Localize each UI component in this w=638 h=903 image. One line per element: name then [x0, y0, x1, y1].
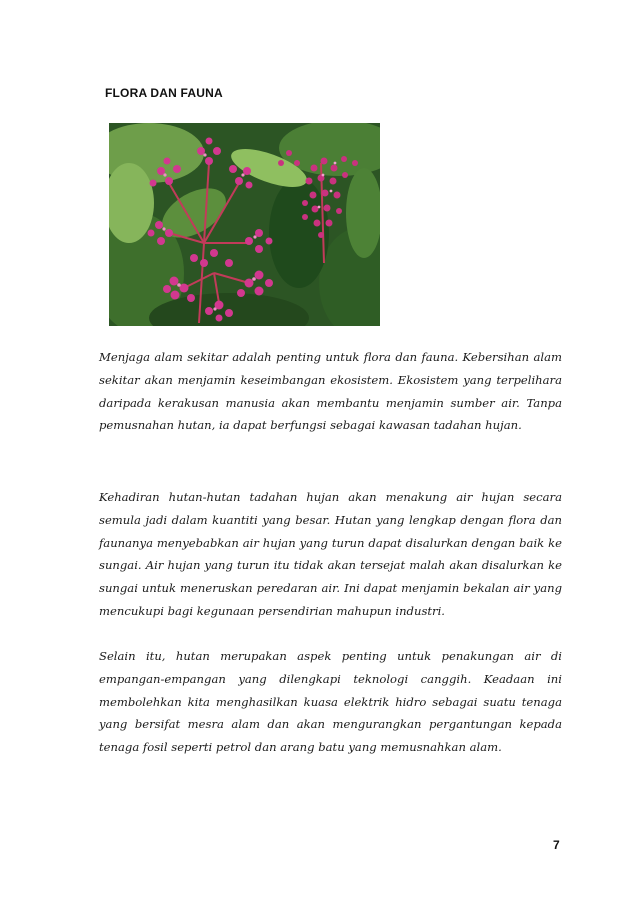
page-number: 7: [553, 838, 560, 852]
paragraph: Menjaga alam sekitar adalah penting untuk flora dan fauna. Kebersihan alam sekitar akan menjamin keseimbangan ekosistem. Ekosistem yang terpelihara daripada kerakusan manusia akan membantu menjamin sumber air. Tanpa pemusnahan hutan, ia dapat berfungsi sebagai kawasan tadahan hujan.: [99, 350, 562, 433]
flora-photo: [109, 123, 380, 326]
paragraph: Kehadiran hutan-hutan tadahan hujan akan menakung air hujan secara semula jadi dalam kuantiti yang besar. Hutan yang lengkap dengan flora dan faunanya menyebabkan air hujan yang turun dapat disalurkan dengan baik ke sungai. Air hujan yang turun itu tidak akan tersejat malah akan disalurkan ke sungai untuk meneruskan peredaran air. Ini dapat menjamin bekalan air yang mencukupi bagi kegunaan persendirian mahupun industri.: [99, 490, 562, 618]
paragraph: Selain itu, hutan merupakan aspek penting untuk penakungan air di empangan-empangan yang dilengkapi teknologi canggih. Keadaan ini membolehkan kita menghasilkan kuasa elektrik hidro sebagai suatu tenaga yang bersifat mesra alam dan akan mengurangkan pergantungan kepada tenaga fosil seperti petrol dan arang batu yang memusnahkan alam.: [99, 649, 562, 755]
flower-photo-icon: [109, 123, 380, 326]
section-heading: FLORA DAN FAUNA: [105, 86, 223, 100]
